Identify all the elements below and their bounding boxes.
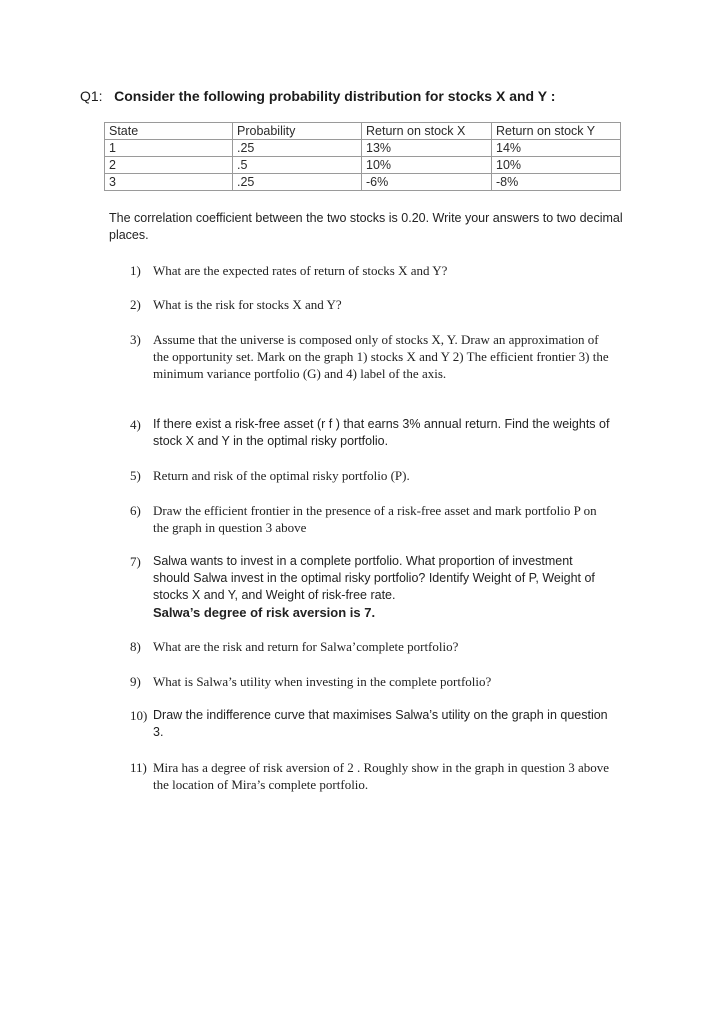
list-item bbox=[130, 416, 610, 450]
list-item bbox=[130, 296, 610, 313]
question-label: Q1: bbox=[80, 88, 103, 104]
item-emphasis: Salwa’s degree of risk aversion is 7. bbox=[153, 605, 376, 620]
item-text: What is the risk for stocks X and Y? bbox=[153, 297, 342, 312]
table-header-cell: Probability bbox=[233, 123, 362, 140]
item-text: Return and risk of the optimal risky portfolio (P). bbox=[153, 468, 410, 483]
item-number: 8) bbox=[130, 639, 141, 654]
list-item bbox=[130, 553, 610, 621]
item-text: Draw the efficient frontier in the presence of a risk-free asset and mark portfolio P on the graph in question 3 above bbox=[153, 503, 597, 535]
table-cell: -8% bbox=[492, 174, 621, 191]
item-number: 5) bbox=[130, 468, 141, 483]
list-item bbox=[130, 331, 610, 382]
table-cell: 10% bbox=[492, 157, 621, 174]
table-cell: 2 bbox=[105, 157, 233, 174]
list-item bbox=[130, 638, 610, 655]
table-header-cell: Return on stock Y bbox=[492, 123, 621, 140]
item-number: 11) bbox=[130, 760, 147, 775]
table-cell: 3 bbox=[105, 174, 233, 191]
table-cell: .5 bbox=[233, 157, 362, 174]
item-text: What are the risk and return for Salwa’complete portfolio? bbox=[153, 639, 459, 654]
question-title: Consider the following probability distribution for stocks X and Y : bbox=[114, 88, 556, 104]
table-cell: 1 bbox=[105, 140, 233, 157]
table-cell: 14% bbox=[492, 140, 621, 157]
table-row bbox=[105, 157, 621, 174]
item-number: 1) bbox=[130, 263, 141, 278]
table-cell: 10% bbox=[362, 157, 492, 174]
list-item bbox=[130, 707, 610, 741]
item-text: Salwa wants to invest in a complete portfolio. What proportion of investment should Salwa invest in the optimal risky portfolio? Identify Weight of P, Weight of stocks X and Y, and Weight of risk-free rate. bbox=[153, 554, 595, 602]
list-item bbox=[130, 673, 610, 690]
table-cell: .25 bbox=[233, 174, 362, 191]
item-text: What are the expected rates of return of stocks X and Y? bbox=[153, 263, 448, 278]
list-item bbox=[130, 262, 610, 279]
item-text: What is Salwa’s utility when investing in the complete portfolio? bbox=[153, 674, 492, 689]
table-cell: -6% bbox=[362, 174, 492, 191]
item-number: 9) bbox=[130, 674, 141, 689]
item-number: 4) bbox=[130, 417, 141, 432]
item-number: 3) bbox=[130, 332, 141, 347]
item-text: Assume that the universe is composed only of stocks X, Y. Draw an approximation of the opportunity set. Mark on the graph 1) stocks X and Y 2) The efficient frontier 3) the minimum variance portfolio (G) and 4) label of the axis. bbox=[153, 332, 609, 381]
list-item bbox=[130, 467, 610, 484]
list-item bbox=[130, 502, 610, 536]
item-number: 6) bbox=[130, 503, 141, 518]
table-cell: 13% bbox=[362, 140, 492, 157]
list-item bbox=[130, 759, 610, 793]
item-number: 7) bbox=[130, 554, 141, 569]
item-number: 2) bbox=[130, 297, 141, 312]
item-text: Draw the indifference curve that maximises Salwa’s utility on the graph in question 3. bbox=[153, 708, 608, 739]
table-header-cell: Return on stock X bbox=[362, 123, 492, 140]
table-row bbox=[105, 140, 621, 157]
intro-paragraph: The correlation coefficient between the two stocks is 0.20. Write your answers to two decimal places. bbox=[109, 211, 623, 242]
table-cell: .25 bbox=[233, 140, 362, 157]
item-text: Mira has a degree of risk aversion of 2 . Roughly show in the graph in question 3 above the location of Mira’s complete portfolio. bbox=[153, 760, 609, 792]
table-header-row bbox=[105, 123, 621, 140]
probability-distribution-table bbox=[104, 122, 621, 191]
table-row bbox=[105, 174, 621, 191]
table-header-cell: State bbox=[105, 123, 233, 140]
item-number: 10) bbox=[130, 708, 148, 723]
item-text: If there exist a risk-free asset (r f ) that earns 3% annual return. Find the weights of stock X and Y in the optimal risky portfolio. bbox=[153, 417, 610, 448]
question-header bbox=[80, 88, 555, 106]
